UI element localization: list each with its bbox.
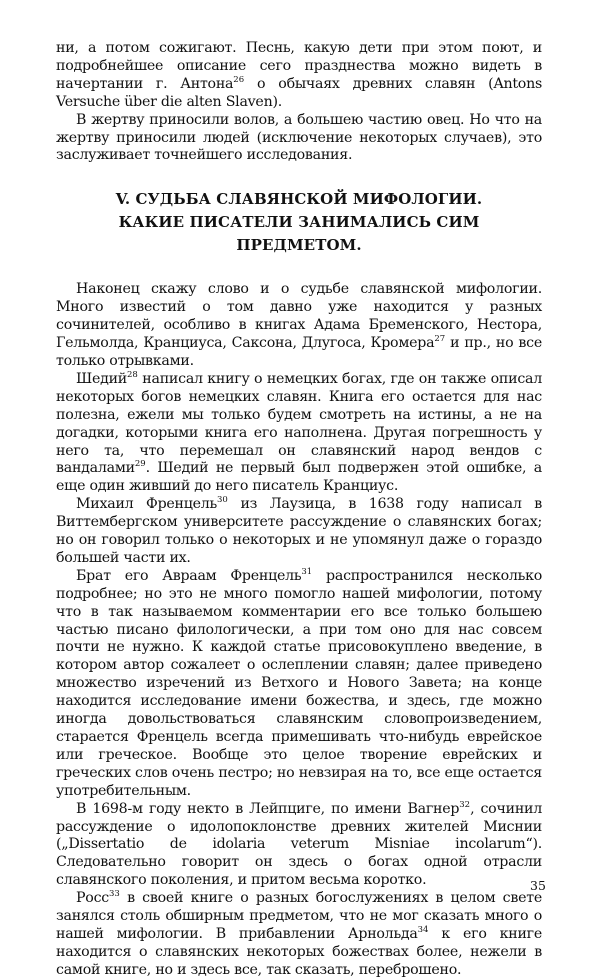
paragraph-text: . Шедий не первый был подвержен этой ошибке, а еще один живший до него писатель Кранциус. — [56, 460, 542, 495]
footnote-marker: 29 — [134, 459, 146, 470]
paragraph-text: Михаил Френцель — [76, 496, 218, 513]
paragraph-text: Наконец скажу слово и о судьбе славянской мифологии. Много известий о том давно уже находится у разных сочинителей, особливо в книгах Адама Бременского, Нестора, Гельмолда, Кранциуса, Саксона, Длугоса, Кромера — [56, 281, 542, 352]
footnote-marker: 30 — [217, 495, 228, 506]
paragraph-text: , сочинил рассуждение о идолопоклонстве древних жителей Миснии („Dissertatio de idolaria veterum Misniae incolarum“). Следовательно говорит он здесь о богах одной отрасли славянского поколения, и притом весьма коротко. — [56, 800, 542, 889]
paragraphs-before-heading — [56, 40, 542, 165]
paragraph-text: из Лаузица, в 1638 году написал в Виттембергском университете рассуждение о славянских богах; но он говорил только о некоторых и не упомянул даже о гораздо большей части их. — [56, 496, 543, 566]
paragraph-text: к его книге находится о славянских некоторых божествах более, нежели в самой книге, но и здесь все, так сказать, переброшено. — [56, 925, 542, 978]
footnote-marker: 33 — [108, 889, 120, 900]
paragraph — [56, 568, 542, 801]
page-body — [56, 40, 542, 980]
paragraph — [56, 281, 542, 371]
paragraph — [56, 112, 542, 166]
paragraph — [56, 890, 542, 980]
paragraph-text: ни, а потом сожигают. Песнь, какую дети при этом поют, и подробнейшее описание сего празднества можно видеть в начертании г. Антона — [56, 40, 542, 92]
footnote-marker: 26 — [233, 74, 245, 85]
paragraph — [56, 496, 542, 568]
footnote-marker: 31 — [301, 566, 313, 577]
paragraph — [56, 371, 542, 496]
paragraph-text: распространился несколько подробнее; но это не много помогло нашей мифологии, потому что в так называемом комментарии его все только большею частью писано филологически, а при том оно для нас совсем почти не нужно. К каждой статье присовокуплено введение, в котором автор сожалеет о ослеплении славян; далее приведено множество изречений из Ветхого и Нового Завета; на конце находится исследование имени божества, и здесь, где можно иногда довольствоваться славянским словопроизведением, старается Френцель всегда примешивать что-нибудь еврейское или греческое. Вообще это целое творение еврейских и греческих слов очень пестро; но невзирая на то, все еще остается употребительным. — [56, 567, 542, 799]
paragraph-text: в своей книге о разных богослужениях в целом свете занялся столь обширным предметом, что не мог сказать много о нашей мифологии. В прибавлении Арнольда — [56, 890, 542, 942]
page-number: 35 — [530, 878, 546, 893]
paragraph-text: Шедий — [76, 370, 127, 387]
footnote-marker: 34 — [417, 924, 429, 935]
paragraphs-after-heading — [56, 281, 542, 979]
paragraph-text: и пр., но все только отрывками. — [56, 335, 542, 369]
footnote-marker: 32 — [459, 799, 471, 810]
paragraph-text: В 1698-м году некто в Лейпциге, по имени Вагнер — [76, 800, 460, 817]
footnote-marker: 27 — [434, 334, 446, 345]
paragraph-text: В жертву приносили волов, а большею частию овец. Но что на жертву приносили людей (исключение некоторых случаев), это заслуживает точнейшего исследования. — [56, 111, 542, 164]
chapter-heading-line-2: КАКИЕ ПИСАТЕЛИ ЗАНИМАЛИСЬ СИМ ПРЕДМЕТОМ. — [118, 213, 480, 255]
footnote-marker: 28 — [126, 369, 138, 380]
paragraph — [56, 40, 542, 112]
paragraph-text: Росс — [76, 890, 109, 907]
paragraph-text: Брат его Авраам Френцель — [76, 567, 302, 584]
chapter-heading-line-1: V. СУДЬБА СЛАВЯНСКОЙ МИФОЛОГИИ. — [115, 190, 483, 209]
chapter-heading — [56, 188, 542, 257]
paragraph-text: написал книгу о немецких богах, где он также описал некоторых богов немецких славян. Книга его остается для нас полезна, ежели мы только будем смотреть на истины, а не на догадки, которыми книга его наполнена. Другая погрешность у него та, что перемешал он славянский народ вендов с вандалами — [56, 370, 542, 477]
paragraph-text: о обычаях древних славян (Antons Versuche über die alten Slaven). — [56, 75, 543, 110]
paragraph — [56, 801, 542, 891]
